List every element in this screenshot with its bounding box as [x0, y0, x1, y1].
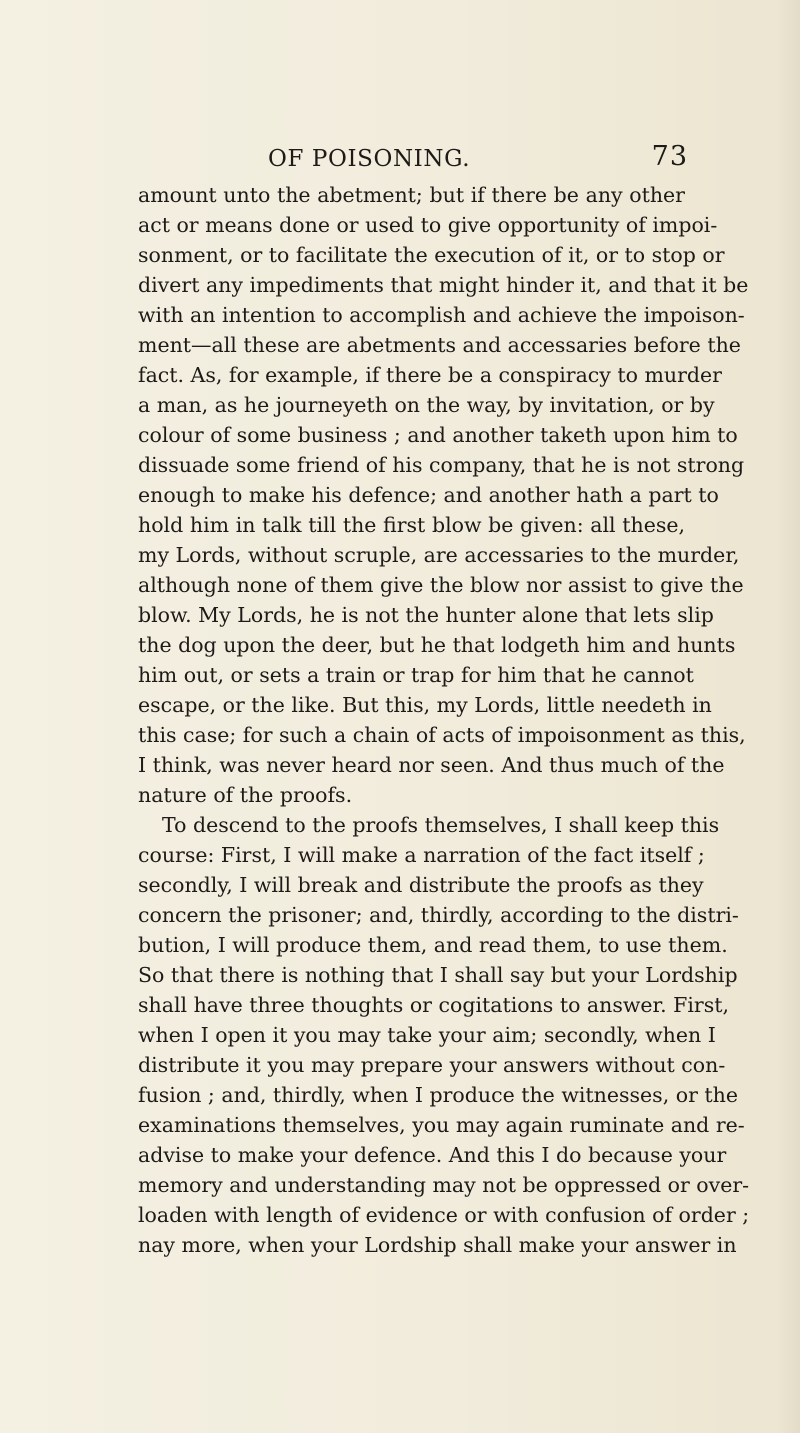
text-line: nay more, when your Lordship shall make your answer in [138, 1233, 737, 1257]
page-number: 73 [651, 141, 688, 172]
text-line: hold him in talk till the first blow be given: all these, [138, 513, 685, 537]
text-line: my Lords, without scruple, are accessaries to the murder, [138, 543, 740, 567]
page-edge-shading [778, 0, 800, 1433]
text-line: fusion ; and, thirdly, when I produce the witnesses, or the [138, 1083, 738, 1107]
text-line: a man, as he journeyeth on the way, by invitation, or by [138, 393, 715, 417]
running-head: OF POISONING. [268, 146, 471, 172]
text-line: examinations themselves, you may again ruminate and re- [138, 1113, 745, 1137]
text-line: escape, or the like. But this, my Lords, little needeth in [138, 693, 712, 717]
text-line: act or means done or used to give opportunity of impoi- [138, 213, 718, 237]
text-line: colour of some business ; and another taketh upon him to [138, 423, 738, 447]
page-header [138, 128, 688, 172]
text-line: blow. My Lords, he is not the hunter alone that lets slip [138, 603, 714, 627]
text-line: sonment, or to facilitate the execution of it, or to stop or [138, 243, 725, 267]
text-line: secondly, I will break and distribute the proofs as they [138, 873, 704, 897]
text-line: ment—all these are abetments and accessaries before the [138, 333, 741, 357]
text-line: this case; for such a chain of acts of impoisonment as this, [138, 723, 746, 747]
text-line: shall have three thoughts or cogitations to answer. First, [138, 993, 729, 1017]
text-line: course: First, I will make a narration of the fact itself ; [138, 843, 705, 867]
text-line: concern the prisoner; and, thirdly, according to the distri- [138, 903, 739, 927]
text-line: distribute it you may prepare your answers without con- [138, 1053, 726, 1077]
text-line: with an intention to accomplish and achieve the impoison- [138, 303, 745, 327]
text-line: him out, or sets a train or trap for him that he cannot [138, 663, 694, 687]
body-text [138, 180, 750, 1260]
text-line: the dog upon the deer, but he that lodgeth him and hunts [138, 633, 736, 657]
paragraph-start-line: To descend to the proofs themselves, I shall keep this [162, 813, 720, 837]
text-line: dissuade some friend of his company, that he is not strong [138, 453, 745, 477]
text-line: amount unto the abetment; but if there be any other [138, 183, 685, 207]
paragraph-end-line: nature of the proofs. [138, 783, 353, 807]
text-line: So that there is nothing that I shall say but your Lordship [138, 963, 738, 987]
text-line: although none of them give the blow nor assist to give the [138, 573, 744, 597]
text-line: loaden with length of evidence or with confusion of order ; [138, 1203, 750, 1227]
text-line: enough to make his defence; and another hath a part to [138, 483, 719, 507]
text-line: memory and understanding may not be oppressed or over- [138, 1173, 750, 1197]
text-line: fact. As, for example, if there be a conspiracy to murder [138, 363, 722, 387]
text-line: advise to make your defence. And this I do because your [138, 1143, 727, 1167]
text-line: divert any impediments that might hinder it, and that it be [138, 273, 749, 297]
text-line: bution, I will produce them, and read them, to use them. [138, 933, 728, 957]
text-line: I think, was never heard nor seen. And thus much of the [138, 753, 725, 777]
text-line: when I open it you may take your aim; secondly, when I [138, 1023, 716, 1047]
